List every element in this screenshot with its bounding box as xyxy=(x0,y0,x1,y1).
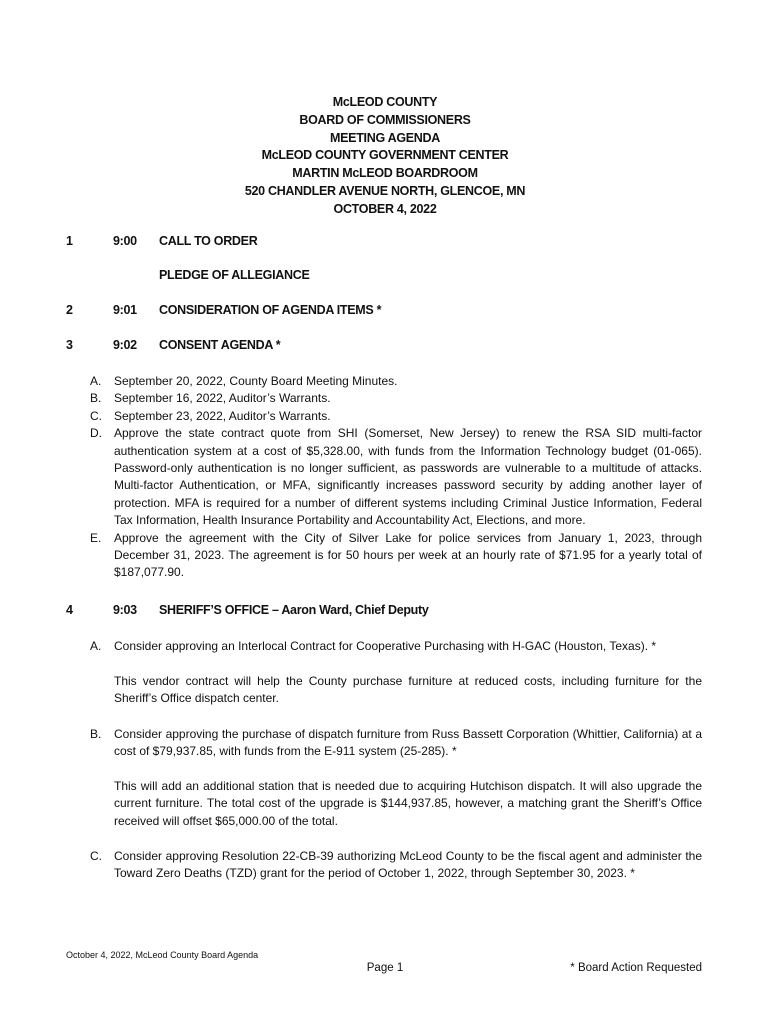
item-time: 9:00 xyxy=(113,234,137,248)
item-title: SHERIFF’S OFFICE – Aaron Ward, Chief Deputy xyxy=(159,603,429,617)
list-text: September 16, 2022, Auditor’s Warrants. xyxy=(114,391,331,406)
item-number: 2 xyxy=(66,303,73,317)
footer-action-legend: * Board Action Requested xyxy=(570,962,702,974)
list-marker: E. xyxy=(90,530,102,545)
list-text: September 23, 2022, Auditor’s Warrants. xyxy=(114,408,331,423)
list-item xyxy=(90,848,702,883)
sheriff-item-c xyxy=(90,848,702,883)
list-marker: D. xyxy=(90,426,102,441)
item-time: 9:01 xyxy=(113,303,137,317)
item-title: CONSENT AGENDA * xyxy=(159,338,281,352)
list-marker: C. xyxy=(90,408,102,423)
list-text: September 20, 2022, County Board Meeting Minutes. xyxy=(114,374,398,388)
sheriff-item-b xyxy=(90,726,702,761)
list-text: Approve the state contract quote from SHI (Somerset, New Jersey) to renew the RSA SID multi-factor authentication system at a cost of $5,328.00, with funds from the Information Technology budget (01-065). Password-only authentication is no longer sufficient, as passwords are vulnerable to a multitude of attacks. Multi-factor Authentication, or MFA, significantly increases password security by adding another layer of protection. MFA is required for a number of different systems including Criminal Justice Information, Federal Tax Information, Health Insurance Portability and Accountability Act, Elections, and more. xyxy=(114,426,702,528)
list-marker: A. xyxy=(90,374,102,388)
list-marker: A. xyxy=(90,639,102,653)
footer-document-title: October 4, 2022, McLeod County Board Agenda xyxy=(66,950,259,960)
consent-agenda-list xyxy=(90,373,702,582)
list-marker: B. xyxy=(90,391,102,406)
header-building: McLEOD COUNTY GOVERNMENT CENTER xyxy=(261,148,509,163)
item-number: 3 xyxy=(66,338,73,352)
list-item xyxy=(90,373,702,390)
header-date: OCTOBER 4, 2022 xyxy=(333,201,437,216)
list-item xyxy=(90,638,702,655)
list-item xyxy=(90,425,702,529)
agenda-item-4 xyxy=(0,603,770,621)
item-number: 1 xyxy=(66,234,73,248)
list-item xyxy=(90,530,702,582)
sheriff-item-a-note: This vendor contract will help the County purchase furniture at reduced costs, including furniture for the Sheriff’s Office dispatch center. xyxy=(114,674,702,706)
list-text: Approve the agreement with the City of Silver Lake for police services from January 1, 2023, through December 31, 2023. The agreement is for 50 hours per week at an hourly rate of $71.95 for a yearly total of $187,077.90. xyxy=(114,530,702,580)
footer-page-number: Page 1 xyxy=(366,962,404,974)
header-county: McLEOD COUNTY xyxy=(332,95,438,109)
header-address: 520 CHANDLER AVENUE NORTH, GLENCOE, MN xyxy=(244,183,526,198)
sheriff-item-b-note: This will add an additional station that is needed due to acquiring Hutchison dispatch. It will also upgrade the current furniture. The total cost of the upgrade is $144,937.85, however, a matching grant the Sheriff’s Office received will offset $65,000.00 of the total. xyxy=(114,779,702,828)
header-room: MARTIN McLEOD BOARDROOM xyxy=(292,166,478,181)
list-item xyxy=(90,726,702,761)
agenda-item-1 xyxy=(0,234,770,252)
header-agenda: MEETING AGENDA xyxy=(330,130,440,145)
list-item xyxy=(90,390,702,407)
header-board: BOARD OF COMMISSIONERS xyxy=(299,112,471,127)
list-text: Consider approving an Interlocal Contract for Cooperative Purchasing with H-GAC (Houston, Texas). * xyxy=(114,639,657,653)
sheriff-item-a xyxy=(90,638,702,655)
list-text: Consider approving Resolution 22-CB-39 authorizing McLeod County to be the fiscal agent and administer the Toward Zero Deaths (TZD) grant for the period of October 1, 2022, through September 30, 2023. * xyxy=(114,849,702,881)
list-text: Consider approving the purchase of dispatch furniture from Russ Bassett Corporation (Whittier, California) at a cost of $79,937.85, with funds from the E-911 system (25-285). * xyxy=(114,727,702,759)
agenda-item-2 xyxy=(0,303,770,321)
item-number: 4 xyxy=(66,603,73,617)
item-time: 9:03 xyxy=(113,603,137,617)
list-marker: B. xyxy=(90,727,102,741)
list-marker: C. xyxy=(90,849,102,863)
list-item xyxy=(90,408,702,425)
item-title: CONSIDERATION OF AGENDA ITEMS * xyxy=(159,303,382,317)
agenda-item-3 xyxy=(0,338,770,356)
agenda-header xyxy=(0,94,770,219)
item-title: CALL TO ORDER xyxy=(159,234,258,248)
item-1-subtitle: PLEDGE OF ALLEGIANCE xyxy=(159,268,310,282)
item-time: 9:02 xyxy=(113,338,137,352)
